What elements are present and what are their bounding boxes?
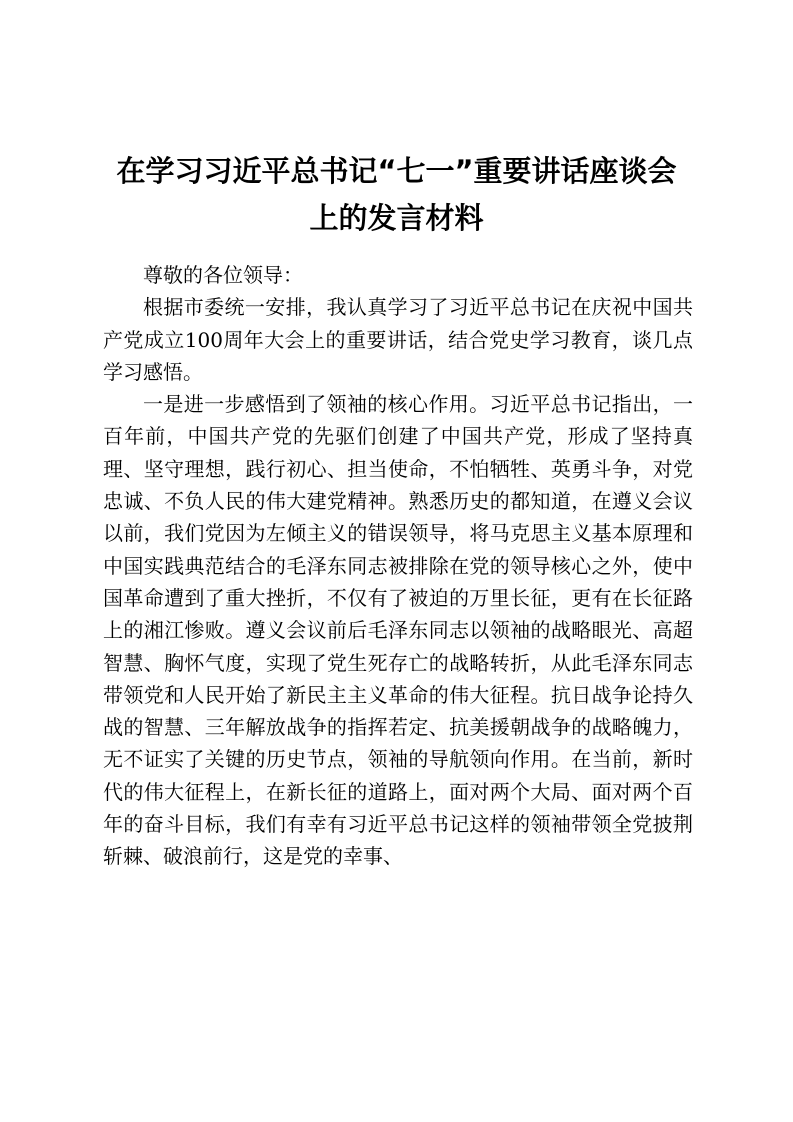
salutation: 尊敬的各位领导： bbox=[143, 263, 303, 287]
title-line-2: 上的发言材料 bbox=[309, 201, 484, 235]
paragraph-point-one: 一是进一步感悟到了领袖的核心作用。习近平总书记指出，一百年前，中国共产党的先驱们创建了中国共产党，形成了坚持真理、坚守理想，践行初心、担当使命，不怕牺牲、英勇斗争，对党忠诚、不负人民的伟大建党精神。熟悉历史的都知道，在遵义会议以前，我们党因为左倾主义的错误领导，将马克思主义基本原理和中国实践典范结合的毛泽东同志被排除在党的领导核心之外，使中国革命遭到了重大挫折，不仅有了被迫的万里长征，更有在长征路上的湘江惨败。遵义会议前后毛泽东同志以领袖的战略眼光、高超智慧、胸怀气度，实现了党生死存亡的战略转折，从此毛泽东同志带领党和人民开始了新民主主义革命的伟大征程。抗日战争论持久战的智慧、三年解放战争的指挥若定、抗美援朝战争的战略魄力，无不证实了关键的历史节点，领袖的导航领向作用。在当前，新时代的伟大征程上，在新长征的道路上，面对两个大局、面对两个百年的奋斗目标，我们有幸有习近平总书记这样的领袖带领全党披荆斩棘、破浪前行，这是党的幸事、 bbox=[103, 392, 693, 869]
title-line-1: 在学习习近平总书记“七一”重要讲话座谈会 bbox=[116, 154, 677, 188]
paragraph-intro: 根据市委统一安排，我认真学习了习近平总书记在庆祝中国共产党成立100周年大会上的重要讲话，结合党史学习教育，谈几点学习感悟。 bbox=[103, 295, 693, 384]
document-body bbox=[103, 259, 693, 873]
document-title bbox=[90, 148, 703, 242]
